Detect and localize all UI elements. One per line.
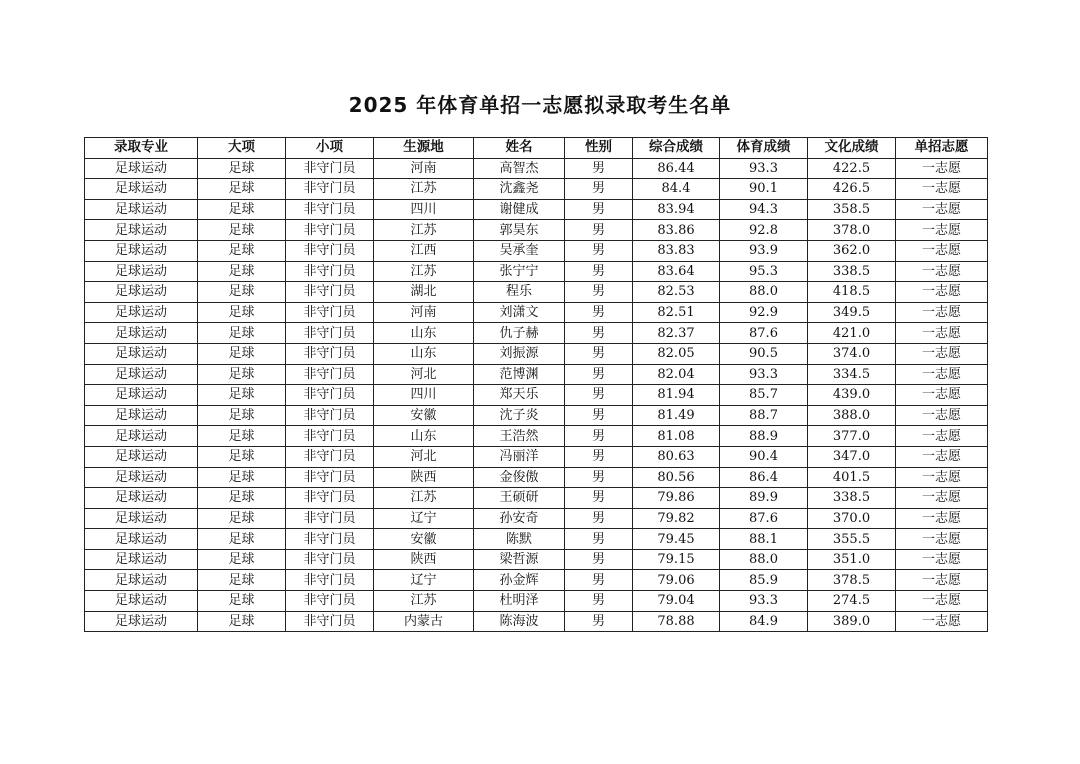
- cell-major: 足球运动: [85, 220, 198, 241]
- cell-preference: 一志愿: [896, 426, 988, 447]
- table-row: [85, 529, 988, 550]
- header-sports-score: 体育成绩: [720, 138, 808, 159]
- cell-gender: 男: [565, 323, 633, 344]
- cell-subcategory: 非守门员: [286, 529, 374, 550]
- cell-category: 足球: [198, 302, 286, 323]
- cell-major: 足球运动: [85, 385, 198, 406]
- table-row: [85, 611, 988, 632]
- table-row: [85, 549, 988, 570]
- cell-major: 足球运动: [85, 364, 198, 385]
- cell-category: 足球: [198, 364, 286, 385]
- header-total-score: 综合成绩: [633, 138, 720, 159]
- cell-major: 足球运动: [85, 591, 198, 612]
- cell-total-score: 79.82: [633, 508, 720, 529]
- cell-total-score: 79.86: [633, 488, 720, 509]
- cell-sports-score: 93.3: [720, 364, 808, 385]
- cell-culture-score: 338.5: [808, 261, 896, 282]
- cell-origin: 山东: [374, 343, 474, 364]
- table-row: [85, 570, 988, 591]
- cell-name: 刘潇文: [474, 302, 565, 323]
- table-row: [85, 364, 988, 385]
- cell-major: 足球运动: [85, 282, 198, 303]
- cell-origin: 湖北: [374, 282, 474, 303]
- cell-preference: 一志愿: [896, 343, 988, 364]
- cell-sports-score: 88.7: [720, 405, 808, 426]
- cell-name: 冯丽洋: [474, 446, 565, 467]
- cell-sports-score: 85.9: [720, 570, 808, 591]
- cell-culture-score: 274.5: [808, 591, 896, 612]
- cell-preference: 一志愿: [896, 364, 988, 385]
- cell-total-score: 79.45: [633, 529, 720, 550]
- cell-major: 足球运动: [85, 508, 198, 529]
- cell-origin: 四川: [374, 199, 474, 220]
- cell-gender: 男: [565, 591, 633, 612]
- cell-category: 足球: [198, 179, 286, 200]
- cell-sports-score: 87.6: [720, 323, 808, 344]
- cell-category: 足球: [198, 549, 286, 570]
- cell-culture-score: 421.0: [808, 323, 896, 344]
- table-row: [85, 323, 988, 344]
- table-row: [85, 179, 988, 200]
- cell-culture-score: 358.5: [808, 199, 896, 220]
- cell-name: 高智杰: [474, 158, 565, 179]
- header-gender: 性别: [565, 138, 633, 159]
- cell-culture-score: 388.0: [808, 405, 896, 426]
- cell-total-score: 80.56: [633, 467, 720, 488]
- cell-total-score: 81.49: [633, 405, 720, 426]
- cell-subcategory: 非守门员: [286, 467, 374, 488]
- cell-preference: 一志愿: [896, 158, 988, 179]
- cell-category: 足球: [198, 611, 286, 632]
- cell-subcategory: 非守门员: [286, 508, 374, 529]
- cell-preference: 一志愿: [896, 488, 988, 509]
- cell-origin: 江苏: [374, 179, 474, 200]
- cell-total-score: 81.94: [633, 385, 720, 406]
- cell-gender: 男: [565, 282, 633, 303]
- table-row: [85, 220, 988, 241]
- cell-gender: 男: [565, 611, 633, 632]
- cell-total-score: 80.63: [633, 446, 720, 467]
- cell-sports-score: 88.0: [720, 549, 808, 570]
- cell-origin: 河北: [374, 364, 474, 385]
- cell-gender: 男: [565, 240, 633, 261]
- cell-gender: 男: [565, 158, 633, 179]
- cell-total-score: 81.08: [633, 426, 720, 447]
- cell-subcategory: 非守门员: [286, 426, 374, 447]
- cell-category: 足球: [198, 508, 286, 529]
- cell-sports-score: 95.3: [720, 261, 808, 282]
- cell-sports-score: 94.3: [720, 199, 808, 220]
- cell-gender: 男: [565, 302, 633, 323]
- cell-total-score: 82.37: [633, 323, 720, 344]
- cell-origin: 安徽: [374, 529, 474, 550]
- cell-subcategory: 非守门员: [286, 488, 374, 509]
- table-row: [85, 282, 988, 303]
- cell-sports-score: 89.9: [720, 488, 808, 509]
- cell-culture-score: 439.0: [808, 385, 896, 406]
- cell-total-score: 82.53: [633, 282, 720, 303]
- cell-name: 沈子炎: [474, 405, 565, 426]
- cell-name: 金俊傲: [474, 467, 565, 488]
- cell-major: 足球运动: [85, 343, 198, 364]
- cell-sports-score: 93.3: [720, 158, 808, 179]
- cell-total-score: 83.64: [633, 261, 720, 282]
- cell-sports-score: 90.1: [720, 179, 808, 200]
- cell-total-score: 86.44: [633, 158, 720, 179]
- table-header-row: [85, 138, 988, 159]
- cell-origin: 江西: [374, 240, 474, 261]
- cell-preference: 一志愿: [896, 467, 988, 488]
- header-name: 姓名: [474, 138, 565, 159]
- cell-culture-score: 422.5: [808, 158, 896, 179]
- cell-major: 足球运动: [85, 426, 198, 447]
- table-row: [85, 426, 988, 447]
- cell-category: 足球: [198, 282, 286, 303]
- cell-preference: 一志愿: [896, 179, 988, 200]
- cell-subcategory: 非守门员: [286, 323, 374, 344]
- cell-total-score: 83.94: [633, 199, 720, 220]
- cell-major: 足球运动: [85, 446, 198, 467]
- cell-gender: 男: [565, 364, 633, 385]
- cell-subcategory: 非守门员: [286, 302, 374, 323]
- table-row: [85, 488, 988, 509]
- cell-sports-score: 90.4: [720, 446, 808, 467]
- cell-origin: 山东: [374, 426, 474, 447]
- cell-total-score: 83.83: [633, 240, 720, 261]
- cell-major: 足球运动: [85, 488, 198, 509]
- cell-origin: 安徽: [374, 405, 474, 426]
- cell-preference: 一志愿: [896, 549, 988, 570]
- cell-category: 足球: [198, 426, 286, 447]
- cell-origin: 陕西: [374, 549, 474, 570]
- cell-preference: 一志愿: [896, 282, 988, 303]
- cell-category: 足球: [198, 240, 286, 261]
- cell-culture-score: 389.0: [808, 611, 896, 632]
- cell-category: 足球: [198, 446, 286, 467]
- table-row: [85, 240, 988, 261]
- cell-culture-score: 378.0: [808, 220, 896, 241]
- cell-subcategory: 非守门员: [286, 611, 374, 632]
- cell-preference: 一志愿: [896, 261, 988, 282]
- cell-gender: 男: [565, 549, 633, 570]
- cell-gender: 男: [565, 529, 633, 550]
- cell-sports-score: 84.9: [720, 611, 808, 632]
- cell-culture-score: 349.5: [808, 302, 896, 323]
- cell-culture-score: 418.5: [808, 282, 896, 303]
- cell-origin: 四川: [374, 385, 474, 406]
- cell-sports-score: 88.1: [720, 529, 808, 550]
- cell-category: 足球: [198, 405, 286, 426]
- header-origin: 生源地: [374, 138, 474, 159]
- cell-name: 杜明泽: [474, 591, 565, 612]
- cell-total-score: 79.15: [633, 549, 720, 570]
- cell-preference: 一志愿: [896, 220, 988, 241]
- header-preference: 单招志愿: [896, 138, 988, 159]
- cell-culture-score: 401.5: [808, 467, 896, 488]
- table-row: [85, 508, 988, 529]
- cell-major: 足球运动: [85, 549, 198, 570]
- cell-preference: 一志愿: [896, 240, 988, 261]
- cell-subcategory: 非守门员: [286, 199, 374, 220]
- cell-culture-score: 334.5: [808, 364, 896, 385]
- cell-sports-score: 92.9: [720, 302, 808, 323]
- cell-gender: 男: [565, 385, 633, 406]
- cell-name: 王浩然: [474, 426, 565, 447]
- cell-culture-score: 377.0: [808, 426, 896, 447]
- table-row: [85, 158, 988, 179]
- cell-preference: 一志愿: [896, 508, 988, 529]
- cell-origin: 河南: [374, 158, 474, 179]
- cell-gender: 男: [565, 488, 633, 509]
- cell-origin: 内蒙古: [374, 611, 474, 632]
- cell-subcategory: 非守门员: [286, 179, 374, 200]
- cell-preference: 一志愿: [896, 405, 988, 426]
- cell-major: 足球运动: [85, 179, 198, 200]
- cell-category: 足球: [198, 529, 286, 550]
- cell-category: 足球: [198, 570, 286, 591]
- cell-name: 王硕研: [474, 488, 565, 509]
- cell-category: 足球: [198, 199, 286, 220]
- cell-sports-score: 92.8: [720, 220, 808, 241]
- cell-subcategory: 非守门员: [286, 570, 374, 591]
- cell-sports-score: 86.4: [720, 467, 808, 488]
- cell-gender: 男: [565, 405, 633, 426]
- cell-subcategory: 非守门员: [286, 364, 374, 385]
- cell-preference: 一志愿: [896, 529, 988, 550]
- cell-name: 郑天乐: [474, 385, 565, 406]
- cell-major: 足球运动: [85, 199, 198, 220]
- cell-gender: 男: [565, 570, 633, 591]
- cell-gender: 男: [565, 446, 633, 467]
- table-row: [85, 446, 988, 467]
- cell-preference: 一志愿: [896, 591, 988, 612]
- cell-major: 足球运动: [85, 611, 198, 632]
- cell-culture-score: 351.0: [808, 549, 896, 570]
- cell-category: 足球: [198, 323, 286, 344]
- cell-total-score: 78.88: [633, 611, 720, 632]
- cell-name: 程乐: [474, 282, 565, 303]
- header-culture-score: 文化成绩: [808, 138, 896, 159]
- cell-name: 张宁宁: [474, 261, 565, 282]
- cell-gender: 男: [565, 199, 633, 220]
- cell-subcategory: 非守门员: [286, 405, 374, 426]
- cell-name: 孙安奇: [474, 508, 565, 529]
- table-row: [85, 343, 988, 364]
- cell-major: 足球运动: [85, 529, 198, 550]
- cell-sports-score: 88.0: [720, 282, 808, 303]
- page-title: 2025 年体育单招一志愿拟录取考生名单: [348, 93, 732, 117]
- cell-origin: 河北: [374, 446, 474, 467]
- cell-culture-score: 370.0: [808, 508, 896, 529]
- cell-origin: 辽宁: [374, 508, 474, 529]
- cell-name: 梁哲源: [474, 549, 565, 570]
- cell-name: 孙金辉: [474, 570, 565, 591]
- table-row: [85, 467, 988, 488]
- cell-name: 吴承奎: [474, 240, 565, 261]
- cell-sports-score: 87.6: [720, 508, 808, 529]
- cell-major: 足球运动: [85, 158, 198, 179]
- cell-sports-score: 93.3: [720, 591, 808, 612]
- cell-total-score: 79.04: [633, 591, 720, 612]
- cell-subcategory: 非守门员: [286, 549, 374, 570]
- cell-subcategory: 非守门员: [286, 343, 374, 364]
- cell-culture-score: 347.0: [808, 446, 896, 467]
- cell-total-score: 84.4: [633, 179, 720, 200]
- cell-category: 足球: [198, 488, 286, 509]
- cell-category: 足球: [198, 343, 286, 364]
- cell-origin: 江苏: [374, 220, 474, 241]
- cell-sports-score: 93.9: [720, 240, 808, 261]
- cell-subcategory: 非守门员: [286, 282, 374, 303]
- cell-name: 沈鑫尧: [474, 179, 565, 200]
- table-row: [85, 591, 988, 612]
- cell-subcategory: 非守门员: [286, 240, 374, 261]
- cell-preference: 一志愿: [896, 323, 988, 344]
- cell-gender: 男: [565, 220, 633, 241]
- cell-culture-score: 378.5: [808, 570, 896, 591]
- cell-preference: 一志愿: [896, 385, 988, 406]
- cell-subcategory: 非守门员: [286, 591, 374, 612]
- cell-subcategory: 非守门员: [286, 158, 374, 179]
- cell-gender: 男: [565, 261, 633, 282]
- cell-gender: 男: [565, 343, 633, 364]
- cell-gender: 男: [565, 426, 633, 447]
- cell-total-score: 82.51: [633, 302, 720, 323]
- header-subcategory: 小项: [286, 138, 374, 159]
- cell-category: 足球: [198, 261, 286, 282]
- cell-gender: 男: [565, 467, 633, 488]
- cell-culture-score: 426.5: [808, 179, 896, 200]
- cell-total-score: 82.04: [633, 364, 720, 385]
- cell-subcategory: 非守门员: [286, 220, 374, 241]
- cell-culture-score: 374.0: [808, 343, 896, 364]
- cell-major: 足球运动: [85, 467, 198, 488]
- cell-category: 足球: [198, 385, 286, 406]
- cell-name: 谢健成: [474, 199, 565, 220]
- cell-origin: 江苏: [374, 591, 474, 612]
- cell-name: 陈默: [474, 529, 565, 550]
- cell-sports-score: 90.5: [720, 343, 808, 364]
- cell-origin: 河南: [374, 302, 474, 323]
- cell-subcategory: 非守门员: [286, 261, 374, 282]
- cell-major: 足球运动: [85, 302, 198, 323]
- cell-major: 足球运动: [85, 405, 198, 426]
- cell-culture-score: 362.0: [808, 240, 896, 261]
- cell-origin: 山东: [374, 323, 474, 344]
- cell-category: 足球: [198, 591, 286, 612]
- header-major: 录取专业: [85, 138, 198, 159]
- cell-preference: 一志愿: [896, 302, 988, 323]
- cell-major: 足球运动: [85, 261, 198, 282]
- cell-preference: 一志愿: [896, 570, 988, 591]
- cell-gender: 男: [565, 508, 633, 529]
- header-category: 大项: [198, 138, 286, 159]
- table-row: [85, 261, 988, 282]
- admission-table: [84, 137, 988, 632]
- cell-major: 足球运动: [85, 570, 198, 591]
- cell-major: 足球运动: [85, 323, 198, 344]
- cell-preference: 一志愿: [896, 446, 988, 467]
- cell-total-score: 82.05: [633, 343, 720, 364]
- table-row: [85, 385, 988, 406]
- table-row: [85, 405, 988, 426]
- table-row: [85, 199, 988, 220]
- cell-culture-score: 355.5: [808, 529, 896, 550]
- table-body: [85, 158, 988, 632]
- cell-sports-score: 88.9: [720, 426, 808, 447]
- cell-subcategory: 非守门员: [286, 385, 374, 406]
- cell-subcategory: 非守门员: [286, 446, 374, 467]
- cell-name: 范博渊: [474, 364, 565, 385]
- cell-category: 足球: [198, 158, 286, 179]
- cell-total-score: 79.06: [633, 570, 720, 591]
- table-row: [85, 302, 988, 323]
- cell-preference: 一志愿: [896, 199, 988, 220]
- cell-name: 刘振源: [474, 343, 565, 364]
- cell-sports-score: 85.7: [720, 385, 808, 406]
- cell-origin: 江苏: [374, 488, 474, 509]
- cell-name: 郭昊东: [474, 220, 565, 241]
- cell-name: 陈海波: [474, 611, 565, 632]
- cell-preference: 一志愿: [896, 611, 988, 632]
- cell-major: 足球运动: [85, 240, 198, 261]
- cell-total-score: 83.86: [633, 220, 720, 241]
- cell-category: 足球: [198, 467, 286, 488]
- cell-origin: 江苏: [374, 261, 474, 282]
- cell-culture-score: 338.5: [808, 488, 896, 509]
- cell-gender: 男: [565, 179, 633, 200]
- cell-origin: 陕西: [374, 467, 474, 488]
- cell-category: 足球: [198, 220, 286, 241]
- cell-name: 仇子赫: [474, 323, 565, 344]
- cell-origin: 辽宁: [374, 570, 474, 591]
